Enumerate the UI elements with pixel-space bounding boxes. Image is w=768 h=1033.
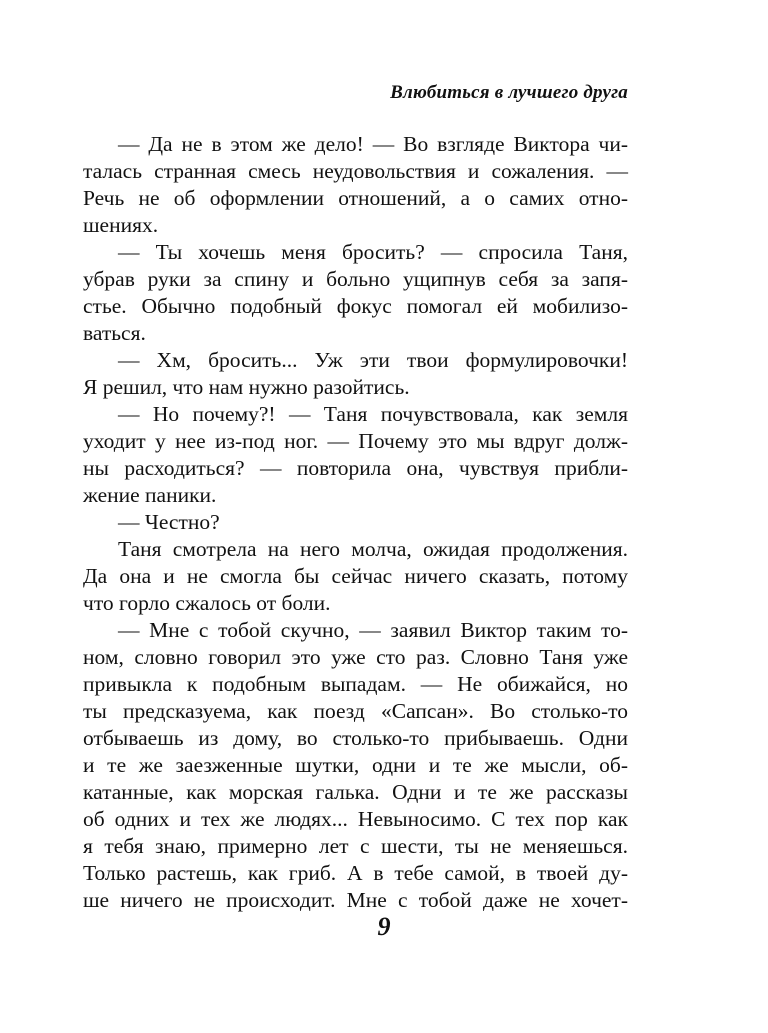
page-text-block (83, 131, 628, 914)
text-line: Да она и не смогла бы сейчас ничего сказать, потому (83, 564, 628, 588)
text-line: об одних и тех же людях... Невыносимо. С тех пор как (83, 807, 628, 831)
text-line: — Хм, бросить... Уж эти твои формулировочки! (118, 348, 628, 372)
text-line: привыкла к подобным выпадам. — Не обижайся, но (83, 672, 628, 696)
text-line: и те же заезженные шутки, одни и те же мысли, об- (83, 753, 628, 777)
running-header-title: Влюбиться в лучшего друга (390, 82, 628, 103)
text-line: ше ничего не происходит. Мне с тобой даже не хочет- (83, 888, 628, 912)
text-line: катанные, как морская галька. Одни и те же рассказы (83, 780, 628, 804)
text-line: уходит у нее из-под ног. — Почему это мы вдруг долж- (83, 429, 628, 453)
text-line: Речь не об оформлении отношений, а о самих отно- (83, 186, 628, 210)
text-line: убрав руки за спину и больно ущипнув себя за запя- (83, 267, 628, 291)
text-line: Я решил, что нам нужно разойтись. (83, 375, 410, 399)
text-line: — Да не в этом же дело! — Во взгляде Виктора чи- (118, 132, 628, 156)
text-line: ваться. (83, 321, 146, 345)
text-line: — Ты хочешь меня бросить? — спросила Таня, (118, 240, 628, 264)
text-line: — Честно? (118, 510, 220, 534)
text-line: ном, словно говорил это уже сто раз. Словно Таня уже (83, 645, 628, 669)
text-line: стье. Обычно подобный фокус помогал ей мобилизо- (83, 294, 628, 318)
text-line: Таня смотрела на него молча, ожидая продолжения. (118, 537, 628, 561)
text-line: ты предсказуема, как поезд «Сапсан». Во столько-то (83, 699, 628, 723)
text-line: я тебя знаю, примерно лет с шести, ты не меняешься. (83, 834, 628, 858)
text-line: шениях. (83, 213, 159, 237)
page-number: 9 (377, 912, 391, 941)
text-line: талась странная смесь неудовольствия и сожаления. — (83, 159, 628, 183)
text-line: — Мне с тобой скучно, — заявил Виктор таким то- (118, 618, 628, 642)
text-line: — Но почему?! — Таня почувствовала, как земля (118, 402, 628, 426)
text-line: отбываешь из дому, во столько-то прибываешь. Одни (83, 726, 628, 750)
text-line: жение паники. (83, 483, 217, 507)
text-line: ны расходиться? — повторила она, чувствуя прибли- (83, 456, 628, 480)
text-line: что горло сжалось от боли. (83, 591, 331, 615)
text-line: Только растешь, как гриб. А в тебе самой, в твоей ду- (83, 861, 628, 885)
